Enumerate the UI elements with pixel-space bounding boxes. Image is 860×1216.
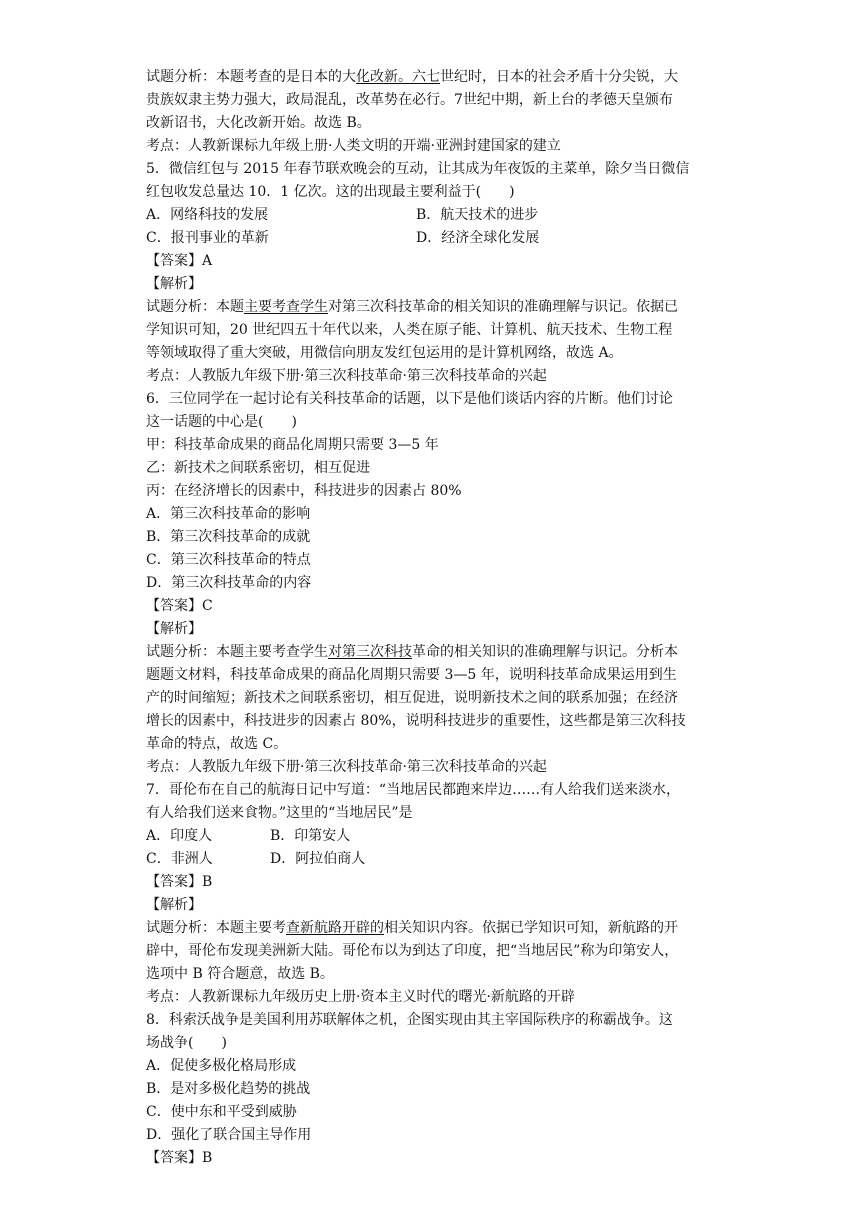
- q6-underlined-text: 对第三次科技: [328, 644, 412, 660]
- q5-knowledge-point: 考点：人教版九年级下册·第三次科技革命·第三次科技革命的兴起: [146, 368, 547, 384]
- q7-option-b: B．印第安人: [270, 828, 351, 844]
- q4-analysis-text: 试题分析：本题考查的是日本的大: [146, 69, 356, 85]
- q7-answer: 【答案】B: [146, 874, 213, 890]
- q6-option-c: C．第三次科技革命的特点: [146, 552, 311, 568]
- q7-stem-line-2: 有人给我们送来食物。”这里的“当地居民”是: [146, 805, 413, 821]
- q6-analysis-text: 革命的相关知识的准确理解与识记。分析本: [412, 644, 678, 660]
- q7-underlined-text: 查新航路开辟的: [286, 920, 384, 936]
- q7-knowledge-point: 考点：人教新课标九年级历史上册·资本主义时代的曙光·新航路的开辟: [146, 989, 575, 1005]
- q4-underlined-text: 化改新。六七: [356, 69, 440, 85]
- q5-analysis-line-2: 学知识可知，20 世纪四五十年代以来，人类在原子能、计算机、航天技术、生物工程: [146, 322, 673, 338]
- q8-stem-line-1: 8．科索沃战争是美国利用苏联解体之机，企图实现由其主宰国际秩序的称霸战争。这: [146, 1012, 673, 1028]
- q5-options-row-2: [146, 227, 706, 250]
- q5-option-a: A．网络科技的发展: [146, 207, 269, 223]
- q6-option-d: D．第三次科技革命的内容: [146, 575, 312, 591]
- q6-option-b: B．第三次科技革命的成就: [146, 529, 311, 545]
- q8-stem-line-2: 场战争( ): [146, 1035, 227, 1051]
- q6-knowledge-point: 考点：人教版九年级下册·第三次科技革命·第三次科技革命的兴起: [146, 759, 547, 775]
- q6-analysis-line-4: 增长的因素中，科技进步的因素占 80%，说明科技进步的重要性，这些都是第三次科技: [146, 713, 686, 729]
- q7-analysis-text: 相关知识内容。依据已学知识可知，新航路的开: [384, 920, 678, 936]
- document-page: [146, 66, 706, 1170]
- q8-option-a: A．促使多极化格局形成: [146, 1058, 297, 1074]
- q7-stem-line-1: 7．哥伦布在自己的航海日记中写道：“当地居民都跑来岸边……有人给我们送来淡水，: [146, 782, 681, 798]
- q6-analysis-heading: 【解析】: [146, 621, 202, 637]
- q5-option-c: C．报刊事业的革新: [146, 230, 269, 246]
- q6-stem-line-1: 6．三位同学在一起讨论有关科技革命的话题，以下是他们谈话内容的片断。他们讨论: [146, 391, 673, 407]
- q7-options-row-2: [146, 848, 706, 871]
- q5-analysis-text: 试题分析：本题: [146, 299, 244, 315]
- q4-knowledge-point: 考点：人教新课标九年级上册·人类文明的开端·亚洲封建国家的建立: [146, 138, 561, 154]
- q7-options-row-1: [146, 825, 706, 848]
- q6-analysis-text: 试题分析：本题主要考查学生: [146, 644, 328, 660]
- q5-stem-line-1: 5．微信红包与 2015 年春节联欢晚会的互动，让其成为年夜饭的主菜单，除夕当日微信: [146, 161, 690, 177]
- q5-options-row-1: [146, 204, 706, 227]
- q8-option-d: D．强化了联合国主导作用: [146, 1127, 312, 1143]
- q7-analysis-heading: 【解析】: [146, 897, 202, 913]
- q6-analysis-line-5: 革命的特点，故选 C。: [146, 736, 288, 752]
- q7-option-d: D．阿拉伯商人: [270, 851, 366, 867]
- q4-analysis-line-2: 贵族奴隶主势力强大，政局混乱，改革势在必行。7世纪中期，新上台的孝德天皇颁布: [146, 92, 673, 108]
- q5-analysis-line-3: 等领域取得了重大突破，用微信向朋友发红包运用的是计算机网络，故选 A。: [146, 345, 623, 361]
- q6-analysis-line-3: 产的时间缩短；新技术之间联系密切，相互促进，说明新技术之间的联系加强；在经济: [146, 690, 678, 706]
- q5-option-b: B．航天技术的进步: [416, 207, 539, 223]
- q6-stem-line-2: 这一话题的中心是( ): [146, 414, 297, 430]
- q6-statement-bing: 丙：在经济增长的因素中，科技进步的因素占 80%: [146, 483, 462, 499]
- q5-analysis-heading: 【解析】: [146, 276, 202, 292]
- q5-stem-line-2: 红包收发总量达 10．1 亿次。这的出现最主要利益于( ): [146, 184, 515, 200]
- q5-answer: 【答案】A: [146, 253, 213, 269]
- q7-analysis-line-3: 选项中 B 符合题意，故选 B。: [146, 966, 334, 982]
- q8-answer: 【答案】B: [146, 1150, 213, 1166]
- q6-answer: 【答案】C: [146, 598, 213, 614]
- q7-analysis-line-2: 辟中，哥伦布发现美洲新大陆。哥伦布以为到达了印度，把“当地居民”称为印第安人，: [146, 943, 679, 959]
- q6-option-a: A．第三次科技革命的影响: [146, 506, 311, 522]
- q4-analysis-line-3: 改新诏书，大化改新开始。故选 B。: [146, 115, 371, 131]
- q6-analysis-line-1: [146, 641, 706, 664]
- q4-analysis-line-1: [146, 66, 706, 89]
- q8-option-c: C．使中东和平受到威胁: [146, 1104, 297, 1120]
- q5-underlined-text: 主要考查学生: [244, 299, 328, 315]
- q5-option-d: D．经济全球化发展: [416, 230, 540, 246]
- q5-analysis-text: 对第三次科技革命的相关知识的准确理解与识记。依据已: [328, 299, 678, 315]
- q7-analysis-line-1: [146, 917, 706, 940]
- q6-statement-yi: 乙：新技术之间联系密切，相互促进: [146, 460, 370, 476]
- q6-statement-jia: 甲：科技革命成果的商品化周期只需要 3—5 年: [146, 437, 439, 453]
- q4-analysis-text: 世纪时，日本的社会矛盾十分尖锐，大: [440, 69, 678, 85]
- q8-option-b: B．是对多极化趋势的挑战: [146, 1081, 311, 1097]
- q7-option-c: C．非洲人: [146, 851, 213, 867]
- q7-analysis-text: 试题分析：本题主要考: [146, 920, 286, 936]
- q5-analysis-line-1: [146, 296, 706, 319]
- q6-analysis-line-2: 题题文材料，科技革命成果的商品化周期只需要 3—5 年，说明科技革命成果运用到生: [146, 667, 677, 683]
- q7-option-a: A．印度人: [146, 828, 213, 844]
